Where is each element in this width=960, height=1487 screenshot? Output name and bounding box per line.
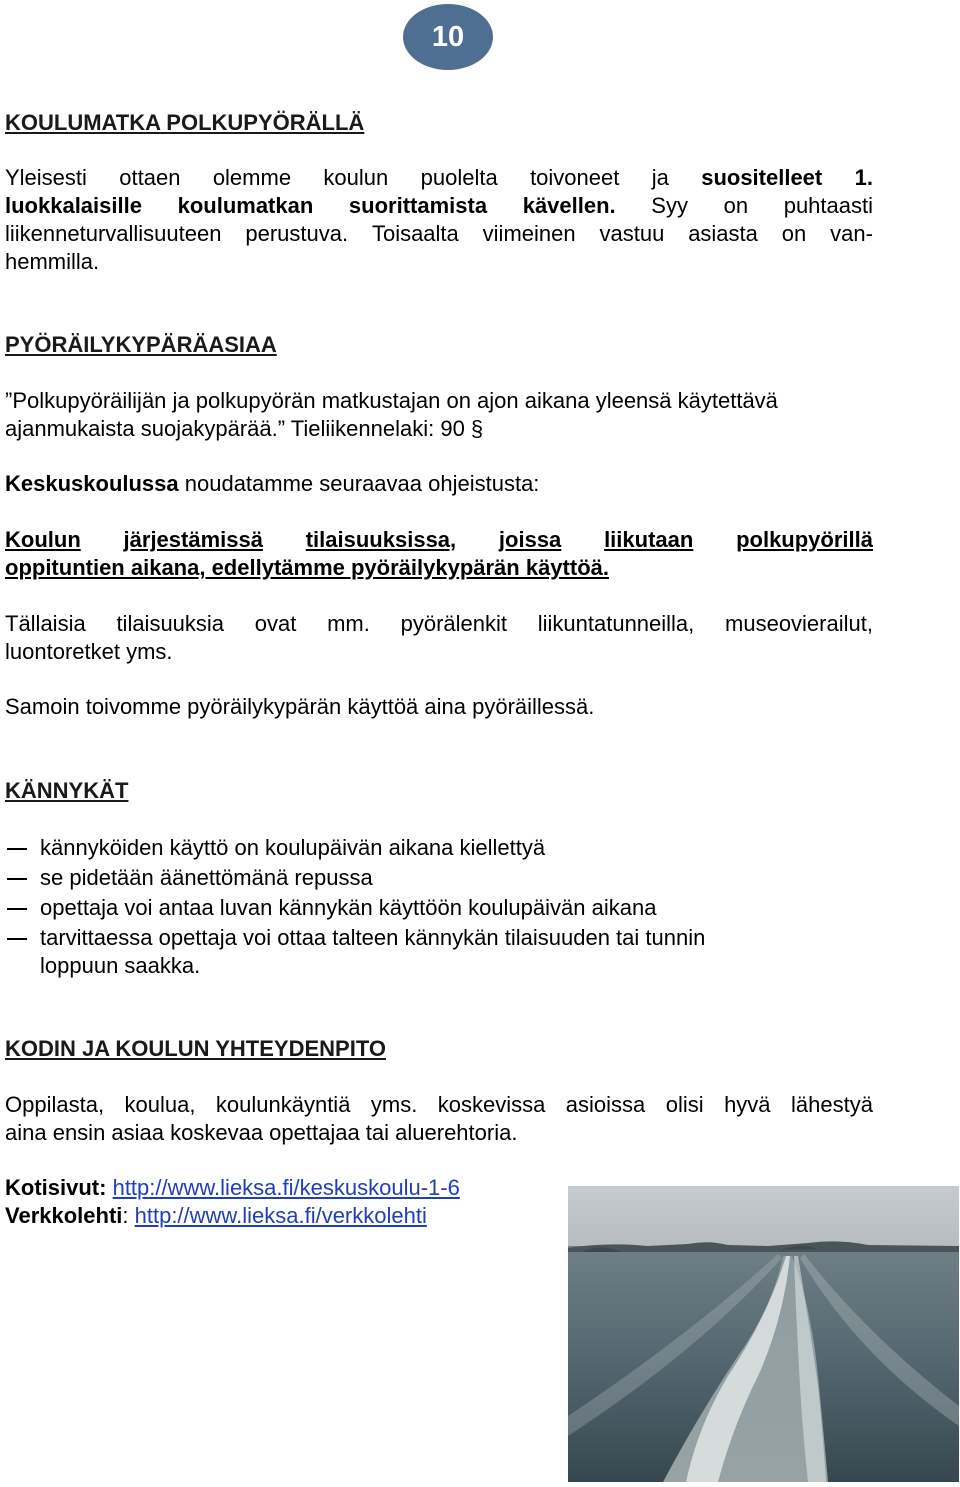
word: tilaisuuksissa,	[305, 527, 457, 552]
phone-rule-item: tarvittaessa opettaja voi ottaa talteen kännykän tilaisuuden tai tunnin	[40, 925, 706, 950]
word: puolelta	[420, 165, 498, 190]
word: on	[723, 193, 749, 218]
helmet-heading: PYÖRÄILYKYPÄRÄASIAA	[5, 332, 277, 357]
word: asiasta	[688, 221, 758, 246]
bike-paragraph-line-2	[5, 193, 873, 219]
word: mm.	[327, 611, 370, 636]
newsletter-link[interactable]: http://www.lieksa.fi/verkkolehti	[134, 1203, 427, 1228]
word: ottaen	[119, 165, 181, 190]
homepage-row	[5, 1175, 460, 1201]
word: liikuntatunneilla,	[537, 611, 695, 636]
word: vastuu	[599, 221, 665, 246]
word: koulun	[323, 165, 389, 190]
page-number-badge: 10	[403, 4, 493, 70]
word: polkupyörillä	[736, 527, 873, 552]
dash-bullet-icon	[7, 938, 27, 940]
word: 1.	[854, 165, 873, 190]
phone-rule-item: opettaja voi antaa luvan kännykän käyttöön koulupäivän aikana	[40, 895, 657, 920]
word: liikenneturvallisuuteen	[5, 221, 222, 246]
bike-paragraph-line-3	[5, 221, 873, 247]
helmet-examples-line-2: luontoretket yms.	[5, 639, 173, 664]
helmet-also: Samoin toivomme pyöräilykypärän käyttöä aina pyöräillessä.	[5, 694, 595, 719]
word: Yleisesti	[5, 165, 87, 190]
law-quote-line-1: ”Polkupyöräilijän ja polkupyörän matkustajan on ajon aikana yleensä käytettävä	[5, 388, 778, 413]
word: Toisaalta	[371, 221, 459, 246]
word: olemme	[212, 165, 292, 190]
newsletter-row	[5, 1203, 427, 1229]
word: koulumatkan	[177, 193, 314, 218]
sea-wake-photo	[568, 1186, 959, 1482]
word: koskevissa	[437, 1092, 546, 1117]
newsletter-label: Verkkolehti	[5, 1203, 123, 1228]
word: liikutaan	[604, 527, 694, 552]
word: järjestämissä	[123, 527, 263, 552]
word: tilaisuuksia	[116, 611, 225, 636]
word: toivoneet	[530, 165, 620, 190]
word: yms.	[370, 1092, 418, 1117]
word: van-	[830, 221, 873, 246]
helmet-examples-line-1	[5, 611, 873, 637]
word: hyvä	[724, 1092, 771, 1117]
bike-heading: KOULUMATKA POLKUPYÖRÄLLÄ	[5, 110, 365, 135]
word: suorittamista	[348, 193, 488, 218]
phone-rule-item-continued: loppuun saakka.	[40, 953, 201, 978]
word: koulunkäyntiä	[215, 1092, 351, 1117]
word: ja	[651, 165, 669, 190]
word: lähestyä	[790, 1092, 873, 1117]
helmet-intro	[5, 471, 539, 497]
bike-paragraph-line-1	[5, 165, 873, 191]
word: Syy	[651, 193, 688, 218]
phone-rule-item: se pidetään äänettömänä repussa	[40, 865, 373, 890]
homepage-link[interactable]: http://www.lieksa.fi/keskuskoulu-1-6	[112, 1175, 460, 1200]
dash-bullet-icon	[7, 878, 27, 880]
dash-bullet-icon	[7, 848, 27, 850]
law-quote-line-2: ajanmukaista suojakypärää.” Tieliikennelaki: 90 §	[5, 416, 484, 441]
word: Tällaisia	[5, 611, 86, 636]
newsletter-separator: :	[122, 1203, 135, 1228]
word: suositelleet	[701, 165, 823, 190]
school-name: Keskuskoulussa	[5, 471, 179, 496]
word: ovat	[254, 611, 297, 636]
contact-paragraph-line-1	[5, 1092, 873, 1118]
homepage-label: Kotisivut:	[5, 1175, 107, 1200]
word: perustuva.	[245, 221, 349, 246]
contact-heading: KODIN JA KOULUN YHTEYDENPITO	[5, 1036, 386, 1061]
word: kävellen.	[522, 193, 616, 218]
word: puhtaasti	[783, 193, 873, 218]
word: joissa	[498, 527, 562, 552]
word: viimeinen	[482, 221, 576, 246]
helmet-rule-line-1	[5, 527, 873, 553]
word: luokkalaisille	[5, 193, 142, 218]
word: koulua,	[124, 1092, 196, 1117]
word: museovierailut,	[725, 611, 873, 636]
phones-heading: KÄNNYKÄT	[5, 778, 129, 803]
contact-paragraph-line-2: aina ensin asiaa koskevaa opettajaa tai aluerehtoria.	[5, 1120, 518, 1145]
word: on	[781, 221, 807, 246]
bike-paragraph-line-4: hemmilla.	[5, 249, 100, 274]
helmet-rule-line-2: oppituntien aikana, edellytämme pyöräilykypärän käyttöä.	[5, 555, 609, 580]
word: pyörälenkit	[400, 611, 507, 636]
word: Koulun	[5, 527, 81, 552]
word: Oppilasta,	[5, 1092, 105, 1117]
dash-bullet-icon	[7, 908, 27, 910]
intro-text: noudatamme seuraavaa ohjeistusta:	[178, 471, 540, 496]
phone-rule-item: kännyköiden käyttö on koulupäivän aikana kiellettyä	[40, 835, 546, 860]
word: olisi	[665, 1092, 704, 1117]
word: asioissa	[565, 1092, 646, 1117]
